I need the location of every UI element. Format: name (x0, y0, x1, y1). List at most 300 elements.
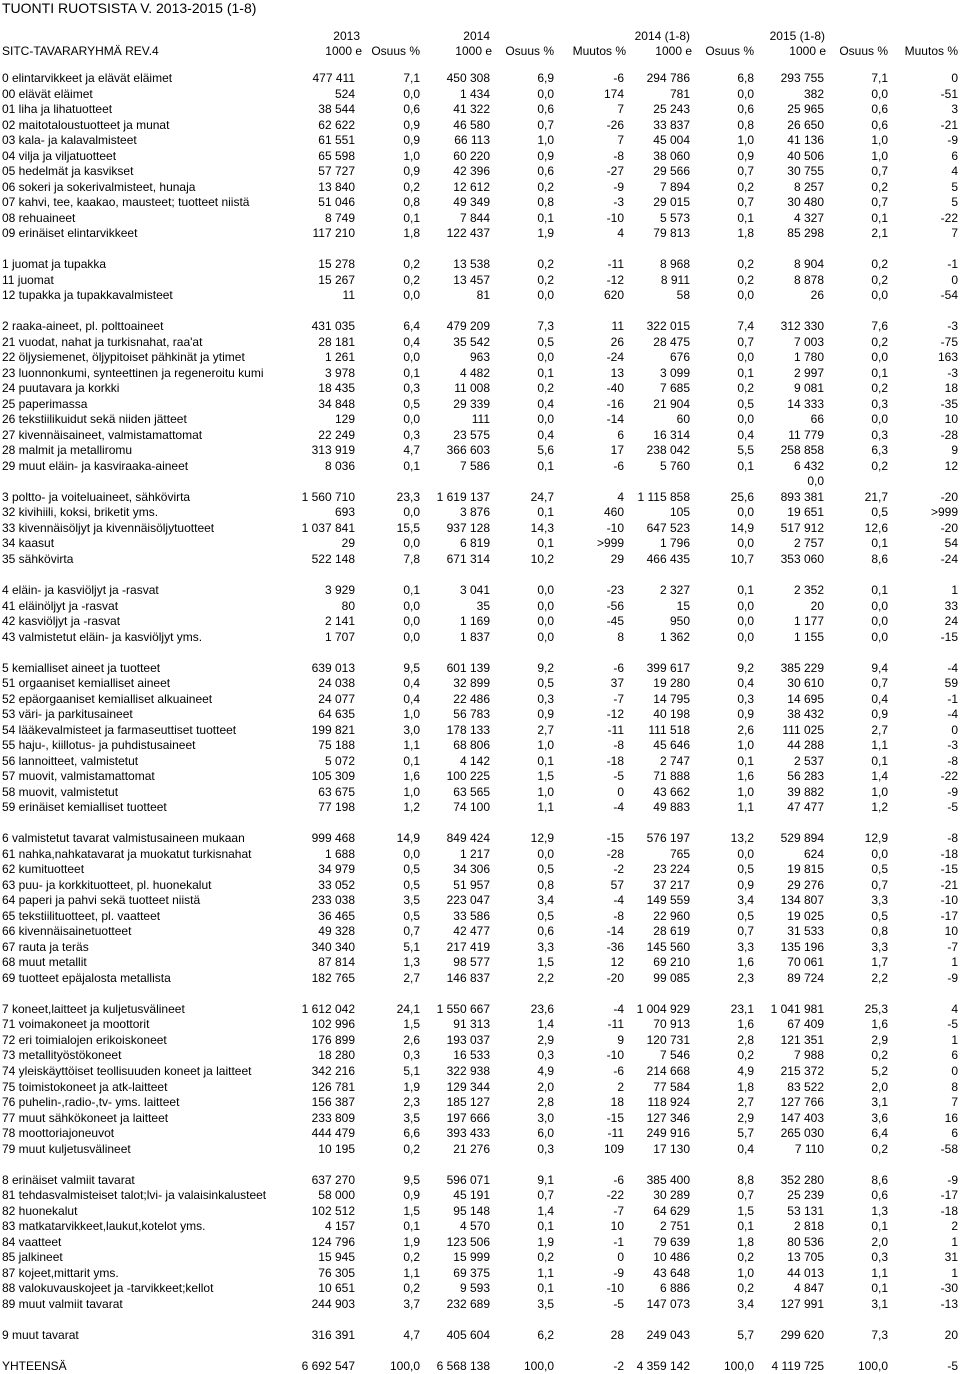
table-cell: -8 (613, 148, 624, 163)
row-label: 22 öljysiemenet, öljypitoiset pähkinät ja ytimet (2, 350, 245, 365)
table-cell: 3,1 (871, 1095, 888, 1110)
table-cell: 522 148 (311, 551, 355, 566)
table-cell: 9 081 (793, 381, 824, 396)
table-cell: 13 840 (318, 179, 355, 194)
table-cell: 352 280 (780, 1172, 824, 1187)
table-cell: 102 996 (311, 1017, 355, 1032)
table-cell: 58 (676, 288, 690, 303)
row-label: 07 kahvi, tee, kaakao, mausteet; tuotteet niistä (2, 195, 250, 210)
table-cell: 405 604 (446, 1327, 490, 1342)
table-cell: 0,7 (737, 334, 754, 349)
table-cell: 31 533 (787, 924, 824, 939)
table-cell: 21,7 (864, 489, 888, 504)
table-cell: 15,5 (396, 520, 420, 535)
table-cell: 34 979 (318, 862, 355, 877)
table-cell: 0,0 (871, 846, 888, 861)
table-cell: 7,8 (403, 551, 420, 566)
table-row (0, 1235, 960, 1251)
table-cell: 0,0 (737, 412, 754, 427)
row-label: 3 poltto- ja voiteluaineet, sähkövirta (2, 489, 191, 504)
table-cell: -1 (613, 1234, 624, 1249)
table-cell: 0,1 (871, 210, 888, 225)
table-cell: 9 (617, 1032, 624, 1047)
table-cell: 163 (937, 350, 958, 365)
table-cell: 1,8 (737, 1079, 754, 1094)
table-cell: 0,3 (537, 1141, 554, 1156)
table-cell: 1,5 (403, 1017, 420, 1032)
table-cell: 2 352 (793, 583, 824, 598)
table-cell: 30 480 (787, 195, 824, 210)
table-cell: 18 (610, 1095, 624, 1110)
table-cell: 215 372 (780, 1064, 824, 1078)
row-label: 53 väri- ja parkitusaineet (2, 707, 133, 722)
table-cell: 0,1 (537, 365, 554, 380)
table-cell: 3 929 (324, 583, 355, 598)
row-label: 2 raaka-aineet, pl. polttoaineet (2, 319, 164, 334)
table-cell: 46 580 (453, 117, 490, 132)
table-cell: 265 030 (780, 1126, 824, 1141)
table-cell: 38 060 (653, 148, 690, 163)
table-cell: -16 (606, 396, 624, 411)
table-cell: 0,8 (537, 195, 554, 210)
table-cell: 2,3 (737, 970, 754, 985)
table-row (0, 1064, 960, 1080)
table-cell: 0 (951, 71, 958, 85)
table-cell: -17 (940, 1188, 958, 1203)
table-cell: 342 216 (311, 1064, 355, 1078)
table-row (0, 71, 960, 87)
table-cell: -7 (613, 691, 624, 706)
table-cell: 1 780 (793, 350, 824, 365)
table-cell: 0,3 (737, 691, 754, 706)
table-cell: 12,6 (864, 520, 888, 535)
table-cell: 0,2 (871, 458, 888, 473)
table-cell: 6 692 547 (301, 1358, 355, 1373)
table-cell: 2 (617, 1079, 624, 1094)
table-row (0, 552, 960, 568)
table-cell: -51 (940, 86, 958, 101)
table-cell: 1 115 858 (637, 489, 690, 504)
table-cell: 223 047 (446, 893, 490, 908)
table-cell: -17 (940, 908, 958, 923)
table-cell: 2,8 (537, 1095, 554, 1110)
table-cell: 10 (610, 1219, 624, 1234)
table-cell: 0,2 (737, 1281, 754, 1296)
table-cell: 23,6 (530, 1001, 554, 1016)
table-cell: 99 085 (653, 970, 690, 985)
table-cell: 0,2 (737, 179, 754, 194)
table-cell: 0,8 (871, 924, 888, 939)
row-label: 25 paperimassa (2, 396, 88, 411)
table-cell: 0,4 (871, 691, 888, 706)
table-cell: 385 229 (780, 660, 824, 675)
row-label: 34 kaasut (2, 536, 55, 551)
table-cell: 100,0 (723, 1358, 754, 1373)
table-cell: 75 188 (318, 738, 355, 753)
table-cell: 1,6 (403, 769, 420, 784)
table-cell: 0,1 (737, 365, 754, 380)
table-cell: 293 755 (780, 71, 824, 85)
table-cell: 1,0 (403, 707, 420, 722)
row-label: YHTEENSÄ (2, 1358, 67, 1373)
table-cell: 1,0 (737, 738, 754, 753)
row-label: 0 elintarvikkeet ja elävät eläimet (2, 71, 173, 85)
table-cell: -23 (606, 583, 624, 598)
table-cell: 0,2 (403, 1141, 420, 1156)
column-header: Muutos % (572, 44, 626, 58)
table-cell: 9,5 (403, 1172, 420, 1187)
table-cell: 59 (944, 676, 958, 691)
table-row (0, 630, 960, 646)
table-cell: 28 181 (318, 334, 355, 349)
row-label: 52 epäorgaaniset kemialliset alkuaineet (2, 691, 213, 706)
table-cell: -9 (613, 1265, 624, 1280)
table-cell: 5,1 (403, 939, 420, 954)
table-cell: 60 220 (453, 148, 490, 163)
table-cell: 244 903 (311, 1296, 355, 1311)
table-cell: 0,6 (537, 924, 554, 939)
table-cell: -3 (613, 195, 624, 210)
table-cell: 43 662 (653, 784, 690, 799)
table-cell: 0,5 (403, 862, 420, 877)
table-cell: -6 (613, 1064, 624, 1078)
table-cell: 2,0 (871, 1079, 888, 1094)
table-cell: 19 651 (787, 505, 824, 520)
table-cell: 5,5 (737, 443, 754, 458)
table-cell: -7 (613, 1203, 624, 1218)
table-cell: 0,0 (403, 846, 420, 861)
table-row (0, 118, 960, 134)
table-cell: 322 938 (446, 1064, 490, 1078)
table-cell: 1,0 (737, 784, 754, 799)
table-row (0, 661, 960, 677)
table-cell: 6,0 (537, 1126, 554, 1141)
table-cell: 4 359 142 (636, 1358, 690, 1373)
table-cell: -27 (606, 164, 624, 179)
table-cell: 1,1 (537, 800, 554, 815)
table-cell: 24 038 (318, 676, 355, 691)
table-cell: 601 139 (446, 660, 490, 675)
table-cell: -5 (947, 800, 958, 815)
table-cell: 10 195 (318, 1141, 355, 1156)
table-cell: -2 (613, 1358, 624, 1373)
table-row (0, 955, 960, 971)
table-cell: 0,0 (737, 536, 754, 551)
table-cell: 0,1 (871, 536, 888, 551)
table-cell: 0,3 (871, 427, 888, 442)
table-cell: 24 077 (318, 691, 355, 706)
table-cell: -13 (940, 1296, 958, 1311)
header-year-2013: 2013 (333, 29, 360, 43)
table-cell: -10 (606, 1048, 624, 1063)
table-cell: -9 (947, 970, 958, 985)
table-cell: 1 (951, 583, 958, 598)
table-cell: 0,1 (871, 1281, 888, 1296)
table-cell: 233 809 (311, 1110, 355, 1125)
table-cell: 64 635 (318, 707, 355, 722)
table-cell: 74 100 (453, 800, 490, 815)
table-cell: 0,5 (737, 862, 754, 877)
table-cell: 29 (610, 551, 624, 566)
table-cell: 193 037 (446, 1032, 490, 1047)
table-row (0, 521, 960, 537)
table-cell: 29 015 (653, 195, 690, 210)
table-cell: -12 (606, 707, 624, 722)
table-cell: 23 224 (653, 862, 690, 877)
table-cell: 0,0 (403, 350, 420, 365)
table-row (0, 1095, 960, 1111)
table-cell: 83 522 (787, 1079, 824, 1094)
row-label: 00 elävät eläimet (2, 86, 93, 101)
spacer-row (0, 568, 960, 584)
table-cell: 100,0 (389, 1358, 420, 1373)
table-cell: 58 000 (318, 1188, 355, 1203)
table-cell: 1 (951, 1234, 958, 1249)
table-cell: 0,5 (871, 908, 888, 923)
table-cell: 340 340 (311, 939, 355, 954)
row-label: 27 kivennäisaineet, valmistamattomat (2, 427, 203, 442)
table-cell: 5,6 (537, 443, 554, 458)
table-cell: 576 197 (646, 831, 690, 846)
table-cell: 18 (944, 381, 958, 396)
table-row (0, 319, 960, 335)
table-cell: 0,2 (403, 1281, 420, 1296)
table-row (0, 350, 960, 366)
table-row (0, 257, 960, 273)
table-row (0, 800, 960, 816)
table-cell: 3 (951, 102, 958, 117)
row-label: 9 muut tavarat (2, 1327, 79, 1342)
table-cell: 56 783 (453, 707, 490, 722)
table-cell: 25 243 (653, 102, 690, 117)
table-cell: 849 424 (446, 831, 490, 846)
table-cell: 1,1 (403, 738, 420, 753)
row-label: 04 vilja ja viljatuotteet (2, 148, 117, 163)
table-row (0, 676, 960, 692)
table-cell: 7 988 (793, 1048, 824, 1063)
table-cell: 444 479 (311, 1126, 355, 1141)
table-cell: 366 603 (446, 443, 490, 458)
table-cell: 1 037 841 (301, 520, 355, 535)
table-cell: 199 821 (311, 722, 355, 737)
table-cell: 8,8 (737, 1172, 754, 1187)
table-cell: 647 523 (646, 520, 690, 535)
table-cell: 0,2 (871, 272, 888, 287)
table-cell: 258 858 (780, 443, 824, 458)
table-cell: 95 148 (453, 1203, 490, 1218)
table-cell: 3,5 (537, 1296, 554, 1311)
table-cell: -18 (940, 1203, 958, 1218)
table-cell: 129 344 (446, 1079, 490, 1094)
table-cell: -9 (947, 133, 958, 148)
table-cell: 1,0 (537, 784, 554, 799)
table-cell: 0,1 (537, 753, 554, 768)
table-cell: 0,6 (537, 164, 554, 179)
table-cell: 1,4 (537, 1203, 554, 1218)
table-cell: 0,5 (871, 862, 888, 877)
table-cell: 0,9 (737, 148, 754, 163)
table-cell: 42 396 (453, 164, 490, 179)
row-label: 32 kivihiili, koksi, briketit yms. (2, 505, 159, 520)
table-cell: 0,1 (871, 583, 888, 598)
table-cell: 17 (610, 443, 624, 458)
table-cell: 1,6 (871, 1017, 888, 1032)
table-cell: 98 577 (453, 955, 490, 970)
table-cell: 21 276 (453, 1141, 490, 1156)
table-cell: -28 (606, 846, 624, 861)
table-cell: 0,9 (537, 148, 554, 163)
table-cell: -15 (606, 1110, 624, 1125)
table-cell: 1,9 (537, 226, 554, 241)
spacer-row (0, 816, 960, 832)
table-row (0, 1297, 960, 1313)
row-label: 76 puhelin-,radio-,tv- yms. laitteet (2, 1095, 180, 1110)
table-cell: 117 210 (312, 226, 355, 241)
table-cell: 0,7 (871, 676, 888, 691)
column-header: 1000 e (325, 44, 362, 58)
table-cell: 0,0 (403, 288, 420, 303)
table-cell: 1 707 (324, 629, 355, 644)
table-cell: 4,9 (737, 1064, 754, 1078)
table-cell: 29 566 (653, 164, 690, 179)
table-row (0, 1328, 960, 1344)
row-label: 01 liha ja lihatuotteet (2, 102, 113, 117)
table-cell: -9 (947, 784, 958, 799)
row-label: 43 valmistetut eläin- ja kasviöljyt yms. (2, 629, 203, 644)
table-cell: 7 546 (659, 1048, 690, 1063)
table-cell: -11 (607, 257, 624, 272)
table-cell: 8,6 (871, 1172, 888, 1187)
table-cell: 3,5 (403, 893, 420, 908)
table-cell: 0,3 (871, 1250, 888, 1265)
table-cell: 1,5 (403, 1203, 420, 1218)
table-cell: 3,0 (537, 1110, 554, 1125)
table-cell: 0,0 (403, 86, 420, 101)
table-cell: 127 766 (780, 1095, 824, 1110)
table-cell: 1,0 (403, 148, 420, 163)
table-cell: 19 025 (787, 908, 824, 923)
table-cell: 87 814 (318, 955, 355, 970)
table-cell: 0,2 (537, 257, 554, 272)
table-cell: 15 278 (318, 257, 355, 272)
table-cell: 0,1 (737, 753, 754, 768)
table-cell: -6 (613, 458, 624, 473)
table-cell: 29 (341, 536, 355, 551)
table-cell: 2 747 (659, 753, 690, 768)
table-cell: 1 177 (793, 614, 824, 629)
table-cell: 0,0 (737, 846, 754, 861)
table-cell: 0,7 (737, 195, 754, 210)
table-cell: 0,2 (871, 381, 888, 396)
table-cell: -30 (940, 1281, 958, 1296)
table-cell: 232 689 (446, 1296, 490, 1311)
table-cell: 45 004 (653, 133, 690, 148)
table-row (0, 273, 960, 289)
table-row (0, 1002, 960, 1018)
table-row (0, 133, 960, 149)
table-cell: 121 351 (780, 1032, 824, 1047)
table-cell: 0,5 (537, 862, 554, 877)
row-label: 8 erinäiset valmiit tavarat (2, 1172, 135, 1187)
table-row (0, 940, 960, 956)
table-cell: 14 695 (787, 691, 824, 706)
table-cell: -9 (613, 179, 624, 194)
table-cell: 0,2 (871, 257, 888, 272)
table-row (0, 195, 960, 211)
table-row (0, 164, 960, 180)
table-cell: 0,0 (807, 474, 824, 489)
table-cell: 54 (944, 536, 958, 551)
table-cell: 79 639 (653, 1234, 690, 1249)
table-cell: 23,1 (730, 1001, 754, 1016)
row-label: 85 jalkineet (2, 1250, 63, 1265)
table-cell: -8 (613, 908, 624, 923)
table-cell: 0,0 (403, 614, 420, 629)
table-cell: 2 537 (793, 753, 824, 768)
table-cell: 105 309 (311, 769, 355, 784)
table-cell: 0,2 (871, 1048, 888, 1063)
row-label: 55 haju-, kiillotus- ja puhdistusaineet (2, 738, 196, 753)
table-cell: 100,0 (857, 1358, 888, 1373)
table-row (0, 692, 960, 708)
table-cell: 8 036 (324, 458, 355, 473)
table-cell: 12,9 (530, 831, 554, 846)
table-cell: 77 584 (653, 1079, 690, 1094)
header-year-2014: 2014 (463, 29, 490, 43)
table-cell: 24,1 (396, 1001, 420, 1016)
table-cell: -4 (613, 893, 624, 908)
table-row (0, 226, 960, 242)
table-cell: 81 (476, 288, 490, 303)
table-cell: -8 (947, 753, 958, 768)
table-cell: 14,9 (730, 520, 754, 535)
table-row (0, 211, 960, 227)
table-row (0, 1173, 960, 1189)
table-cell: 26 650 (787, 117, 824, 132)
table-cell: 0,0 (737, 505, 754, 520)
table-row (0, 831, 960, 847)
table-cell: 28 619 (653, 924, 690, 939)
table-cell: 1,1 (737, 800, 754, 815)
row-label: 29 muut eläin- ja kasviraaka-aineet (2, 458, 189, 473)
table-cell: 3,3 (871, 893, 888, 908)
table-cell: 1,7 (871, 955, 888, 970)
table-cell: 32 899 (453, 676, 490, 691)
table-cell: 963 (469, 350, 490, 365)
table-cell: 10 (944, 412, 958, 427)
table-cell: 316 391 (311, 1327, 355, 1342)
table-cell: 3,4 (737, 1296, 754, 1311)
table-cell: 0,2 (737, 1250, 754, 1265)
table-cell: 1 041 981 (770, 1001, 824, 1016)
table-cell: 2 997 (793, 365, 824, 380)
table-cell: 7 894 (659, 179, 690, 194)
table-cell: 19 815 (787, 862, 824, 877)
table-cell: 0,8 (403, 195, 420, 210)
table-row (0, 397, 960, 413)
row-label: 88 valokuvauskojeet ja -tarvikkeet;kellot (2, 1281, 214, 1296)
table-cell: 47 477 (787, 800, 824, 815)
table-cell: 11 (342, 288, 355, 303)
table-cell: 1 (951, 1265, 958, 1280)
table-cell: 4 (617, 489, 624, 504)
table-cell: 676 (669, 350, 690, 365)
table-cell: 8,6 (871, 551, 888, 566)
table-cell: 0,5 (537, 908, 554, 923)
table-cell: 0,4 (737, 1141, 754, 1156)
row-label: 51 orgaaniset kemialliset aineet (2, 676, 171, 691)
table-cell: 9 (951, 443, 958, 458)
